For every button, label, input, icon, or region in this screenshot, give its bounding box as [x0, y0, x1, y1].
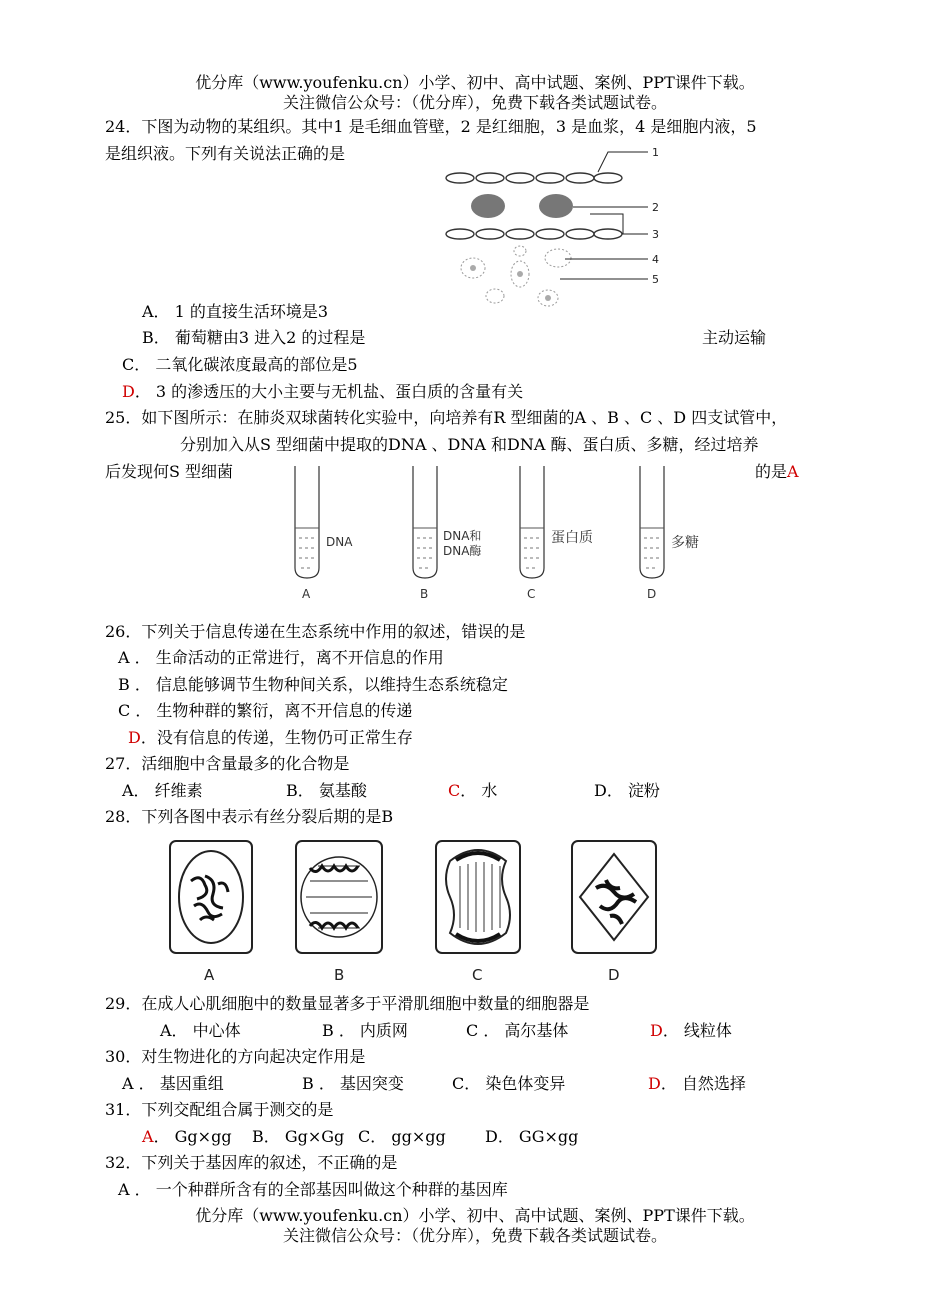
footer-line-1: 优分库（www.youfenku.cn）小学、初中、高中试题、案例、PPT课件下载。: [195, 1206, 755, 1225]
q26-answer-mark: D: [128, 728, 141, 747]
q25-stem-line-2: 分别加入从S 型细菌中提取的DNA 、DNA 和DNA 酶、蛋白质、多糖，经过培养: [180, 435, 759, 454]
mitosis-letter-b: B: [334, 966, 345, 984]
q24-stem-line-2: 是组织液。下列有关说法正确的是: [105, 144, 346, 163]
test-tubes-diagram: [270, 458, 725, 608]
q29-answer-mark: D: [650, 1021, 663, 1040]
mitosis-letter-d: D: [608, 966, 620, 984]
tissue-label-3: 3: [652, 228, 659, 241]
q26-stem: 26．下列关于信息传递在生态系统中作用的叙述，错误的是: [105, 622, 526, 641]
tissue-label-4: 4: [652, 253, 659, 266]
tube-b-content-2: DNA酶: [443, 544, 482, 558]
q29-option-b: B ． 内质网: [322, 1021, 408, 1040]
q30-stem: 30．对生物进化的方向起决定作用是: [105, 1047, 366, 1066]
q31-answer-mark: A: [142, 1127, 154, 1146]
q26-option-d: D．没有信息的传递，生物仍可正常生存: [128, 728, 413, 747]
tube-a-content: DNA: [326, 535, 353, 549]
header-line-2: 关注微信公众号：（优分库），免费下载各类试题试卷。: [282, 93, 667, 112]
q29-option-d: D． 线粒体: [650, 1021, 732, 1040]
tube-c-letter: C: [527, 587, 536, 601]
tube-b-letter: B: [420, 587, 429, 601]
q31-option-a: A． Gg×gg: [142, 1127, 232, 1146]
q31-stem: 31．下列交配组合属于测交的是: [105, 1100, 334, 1119]
q27-option-c: C． 水: [448, 781, 498, 800]
q27-option-b: B． 氨基酸: [286, 781, 367, 800]
q24-option-b-tail: 主动运输: [702, 328, 767, 347]
q27-answer-mark: C: [448, 781, 461, 800]
q31-option-d: D． GG×gg: [485, 1127, 579, 1146]
mitosis-figures: [160, 836, 670, 986]
q25-stem-line-3: 后发现何S 型细菌: [105, 462, 234, 481]
q26-option-a: A ． 生命活动的正常进行，离不开信息的作用: [118, 648, 444, 667]
header-line-1: 优分库（www.youfenku.cn）小学、初中、高中试题、案例、PPT课件下载。: [195, 73, 755, 92]
q31-option-c: C． gg×gg: [358, 1127, 446, 1146]
tissue-label-2: 2: [652, 201, 659, 214]
q26-option-c: C ． 生物种群的繁衍，离不开信息的传递: [118, 701, 413, 720]
q25-stem-line-1: 25．如下图所示：在肺炎双球菌转化实验中，向培养有R 型细菌的A 、B 、C 、D 四支试管中，: [105, 408, 788, 427]
q30-answer-mark: D: [648, 1074, 661, 1093]
q24-option-b: B． 葡萄糖由3 进入2 的过程是: [142, 328, 366, 347]
q27-option-d: D． 淀粉: [594, 781, 660, 800]
q24-option-a: A． 1 的直接生活环境是3: [142, 302, 329, 321]
q32-stem: 32．下列关于基因库的叙述，不正确的是: [105, 1153, 398, 1172]
tissue-label-5: 5: [652, 273, 659, 286]
q27-option-a: A． 纤维素: [122, 781, 203, 800]
q25-stem-tail: 的是A: [755, 462, 799, 481]
q30-option-d: D． 自然选择: [648, 1074, 746, 1093]
tube-c-content: 蛋白质: [551, 530, 593, 546]
q28-stem: 28．下列各图中表示有丝分裂后期的是B: [105, 807, 394, 826]
q24-option-c: C． 二氧化碳浓度最高的部位是5: [122, 355, 358, 374]
q30-option-a: A ． 基因重组: [122, 1074, 224, 1093]
tube-a-letter: A: [302, 587, 311, 601]
q24-option-d: D． 3 的渗透压的大小主要与无机盐、蛋白质的含量有关: [122, 382, 524, 401]
tube-b-content: DNA和: [443, 529, 482, 543]
q26-option-b: B ． 信息能够调节生物种间关系，以维持生态系统稳定: [118, 675, 508, 694]
q27-stem: 27．活细胞中含量最多的化合物是: [105, 754, 350, 773]
q24-stem-line-1: 24．下图为动物的某组织。其中1 是毛细血管壁，2 是红细胞，3 是血浆，4 是细胞内液，5: [105, 117, 757, 136]
tube-d-content: 多糖: [671, 535, 699, 551]
tissue-diagram: [440, 138, 670, 313]
q30-option-c: C． 染色体变异: [452, 1074, 566, 1093]
q32-option-a: A ． 一个种群所含有的全部基因叫做这个种群的基因库: [118, 1180, 508, 1199]
q30-option-b: B ． 基因突变: [302, 1074, 404, 1093]
q29-option-c: C ． 高尔基体: [466, 1021, 569, 1040]
tube-d-letter: D: [647, 587, 657, 601]
q25-answer-mark: A: [787, 462, 799, 481]
q29-stem: 29．在成人心肌细胞中的数量显著多于平滑肌细胞中数量的细胞器是: [105, 994, 590, 1013]
q31-option-b: B． Gg×Gg: [252, 1127, 345, 1146]
q24-answer-mark: D: [122, 382, 135, 401]
tissue-label-1: 1: [652, 146, 659, 159]
footer-line-2: 关注微信公众号：（优分库），免费下载各类试题试卷。: [282, 1226, 667, 1245]
mitosis-letter-a: A: [204, 966, 215, 984]
q29-option-a: A． 中心体: [160, 1021, 241, 1040]
mitosis-letter-c: C: [472, 966, 483, 984]
